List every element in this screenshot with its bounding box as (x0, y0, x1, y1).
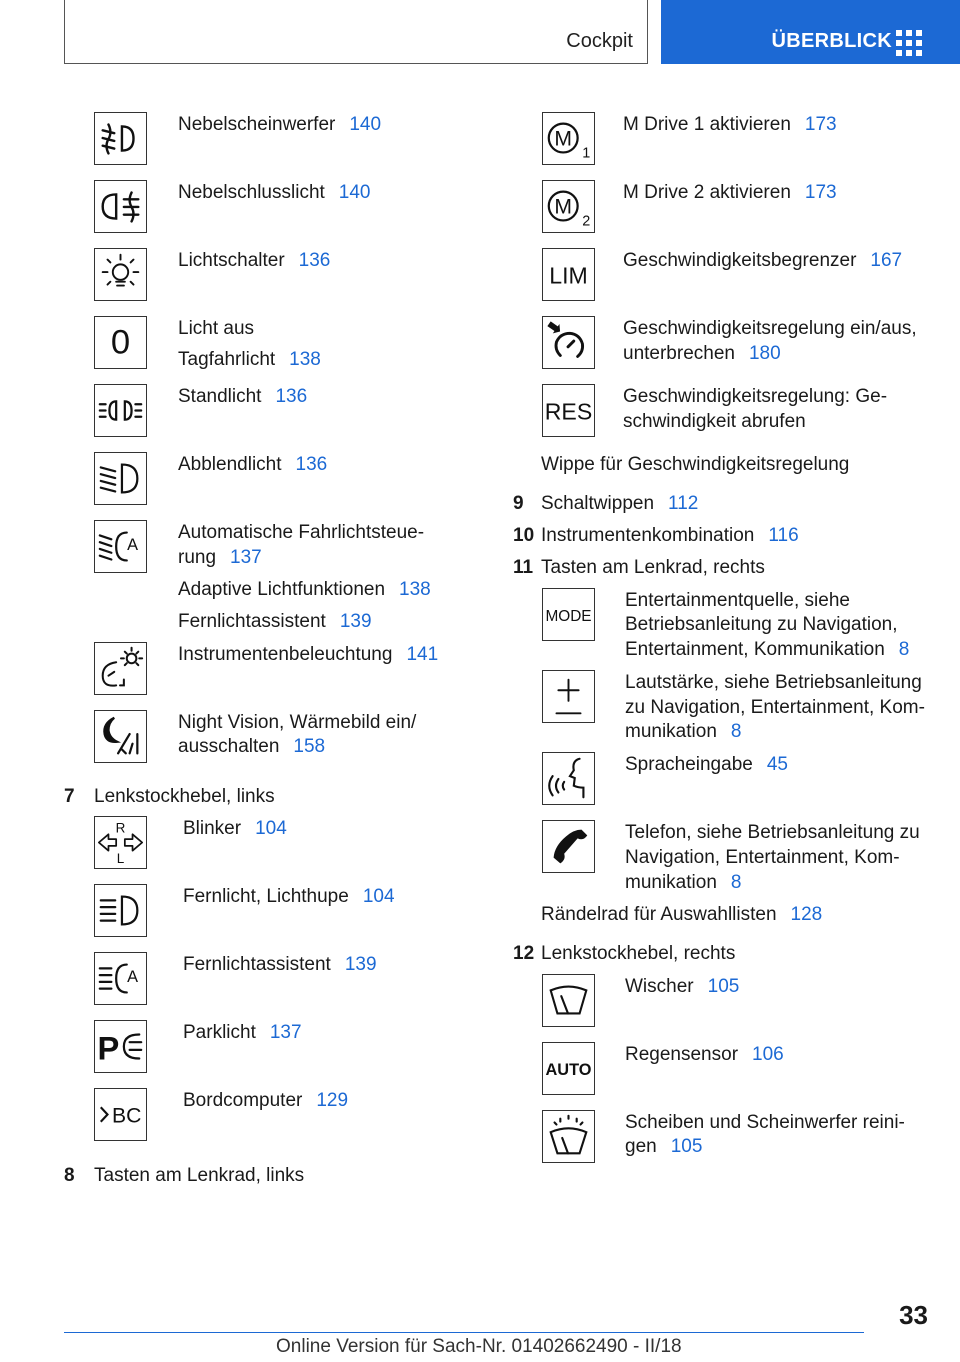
page-link[interactable]: 139 (339, 611, 372, 632)
light-switch-icon (94, 248, 147, 301)
m-drive-2-icon (542, 180, 595, 233)
lim-label: LIM (549, 262, 588, 289)
footer-text: Online Version für Sach-Nr. 01402662490 - II/18 (276, 1336, 682, 1357)
entry-text: Bordcomputer 129 (183, 1090, 349, 1111)
entry-text: unterbrechen 180 (623, 343, 781, 364)
turn-signal-icon (94, 816, 147, 869)
page-link[interactable]: 139 (344, 954, 377, 975)
resume-res-icon (542, 384, 595, 437)
entry-text: Instrumentenbeleuchtung 141 (178, 644, 439, 665)
m-label: M (554, 195, 573, 219)
entry-text: Entertainment, Kommunikation 8 (625, 639, 910, 660)
parking-light-p-icon (94, 1020, 147, 1073)
page-link[interactable]: 112 (668, 493, 699, 514)
voice-input-icon (542, 752, 595, 805)
two-label: 2 (582, 213, 591, 230)
low-beam-icon (94, 452, 147, 505)
entry-text: Entertainmentquelle, siehe (625, 590, 850, 611)
rain-sensor-auto-icon (542, 1042, 595, 1095)
entry-text: Wischer 105 (625, 976, 740, 997)
l-label: L (116, 851, 125, 867)
bc-label: BC (112, 1104, 142, 1128)
light-off-zero-icon (94, 316, 147, 369)
entry-text: schwindigkeit abrufen (623, 411, 806, 432)
entry-text: gen 105 (625, 1136, 703, 1157)
a-label: A (127, 535, 138, 554)
page-link[interactable]: 8 (898, 639, 910, 660)
entry-text: munikation 8 (625, 721, 742, 742)
entry-text: Scheiben und Scheinwerfer reini- (625, 1112, 905, 1133)
page-link[interactable]: 104 (362, 886, 395, 907)
page-link[interactable]: 137 (269, 1022, 302, 1043)
night-vision-icon (94, 710, 147, 763)
page-link[interactable]: 116 (768, 525, 799, 546)
section-number: 8 (64, 1165, 75, 1186)
page-link[interactable]: 128 (790, 904, 823, 925)
entry-text: ausschalten 158 (178, 736, 326, 757)
entry-text: Lichtschalter 136 (178, 250, 331, 271)
page-link[interactable]: 136 (298, 250, 331, 271)
entry-text: Nebelschlusslicht 140 (178, 182, 371, 203)
speed-limiter-lim-icon (542, 248, 595, 301)
page-link[interactable]: 8 (730, 721, 742, 742)
high-beam-assist-icon (94, 952, 147, 1005)
page-link[interactable]: 105 (670, 1136, 703, 1157)
page-link[interactable]: 136 (295, 454, 328, 475)
section-number: 11 (513, 557, 534, 578)
section-title: Tasten am Lenkrad, rechts (541, 557, 765, 578)
page-number: 33 (899, 1300, 928, 1330)
section-number: 10 (513, 525, 535, 546)
entry-text: Navigation, Entertainment, Kom- (625, 847, 900, 868)
header-section-box (64, 0, 648, 64)
page-link[interactable]: 138 (289, 349, 321, 370)
entry-text: Fernlicht, Lichthupe 104 (183, 886, 395, 907)
entry-text: munikation 8 (625, 872, 742, 893)
entry-text: Licht aus (178, 318, 255, 339)
section-number: 7 (64, 786, 75, 807)
phone-icon (542, 820, 595, 873)
section-title: Schaltwippen 112 (541, 493, 699, 514)
entry-text: Lautstärke, siehe Betriebsanleitung (625, 672, 922, 693)
page-link[interactable]: 158 (293, 736, 326, 757)
wippe-text: Wippe für Geschwindigkeitsregelung (541, 454, 850, 475)
chapter-title[interactable]: ÜBERBLICK (771, 30, 892, 52)
m-label: M (554, 127, 573, 151)
entry-text: Regensensor 106 (625, 1044, 784, 1065)
page-link[interactable]: 136 (275, 386, 308, 407)
section-title: Cockpit (566, 30, 633, 52)
entry-text: rung 137 (178, 547, 262, 568)
entry-text: Tagfahrlicht 138 (178, 349, 321, 370)
page-link[interactable]: 140 (338, 182, 371, 203)
page-link[interactable]: 141 (406, 644, 439, 665)
section-title: Lenkstockhebel, links (94, 786, 275, 807)
page-link[interactable]: 106 (752, 1044, 784, 1065)
auto-headlight-icon (94, 520, 147, 573)
entry-text: M Drive 1 aktivieren 173 (623, 114, 837, 135)
section-number: 12 (513, 943, 535, 964)
page-link[interactable]: 138 (399, 579, 431, 600)
section-number: 9 (513, 493, 524, 514)
volume-plus-minus-icon (542, 670, 595, 723)
entry-text: Spracheingabe 45 (625, 754, 788, 775)
wiper-icon (542, 974, 595, 1027)
mode-label: MODE (545, 607, 592, 625)
p-label: P (97, 1029, 120, 1067)
section-title: Lenkstockhebel, rechts (541, 943, 736, 964)
mode-button-icon (542, 588, 595, 641)
entry-text: Fernlichtassistent 139 (183, 954, 377, 975)
m-drive-1-icon (542, 112, 595, 165)
entry-text: Betriebsanleitung zu Navigation, (625, 614, 898, 635)
entry-text: Blinker 104 (183, 818, 287, 839)
header-chapter-box[interactable] (661, 0, 960, 64)
zero-label: 0 (110, 323, 131, 362)
footer-divider (64, 1332, 864, 1333)
entry-text: Telefon, siehe Betriebsanleitung zu (625, 822, 920, 843)
page-link[interactable]: 173 (804, 114, 837, 135)
page-link[interactable]: 137 (230, 547, 262, 568)
page-link[interactable]: 104 (255, 818, 287, 839)
grid-menu-icon[interactable] (896, 30, 924, 52)
entry-text: Abblendlicht 136 (178, 454, 328, 475)
auto-label: AUTO (545, 1060, 592, 1079)
entry-text: M Drive 2 aktivieren 173 (623, 182, 837, 203)
page-link[interactable]: 45 (766, 754, 788, 775)
washer-icon (542, 1110, 595, 1163)
entry-text: Fernlichtassistent 139 (178, 611, 372, 632)
section-title: Tasten am Lenkrad, links (94, 1165, 305, 1186)
res-label: RES (544, 398, 593, 425)
entry-text: Geschwindigkeitsbegrenzer 167 (623, 250, 903, 271)
high-beam-icon (94, 884, 147, 937)
raendelrad-text: Rändelrad für Auswahllisten 128 (541, 904, 823, 925)
section-title: Instrumentenkombination 116 (541, 525, 799, 546)
entry-text: Geschwindigkeitsregelung: Ge- (623, 386, 888, 407)
entry-text: Nebelscheinwerfer 140 (178, 114, 382, 135)
entry-text: Geschwindigkeitsregelung ein/aus, (623, 318, 917, 339)
board-computer-icon (94, 1088, 147, 1141)
parking-light-icon (94, 384, 147, 437)
entry-text: zu Navigation, Entertainment, Kom- (625, 697, 925, 718)
page-link[interactable]: 167 (870, 250, 903, 271)
page-link[interactable]: 8 (730, 872, 742, 893)
page-link[interactable]: 180 (748, 343, 781, 364)
entry-text: Night Vision, Wärmebild ein/ (178, 712, 417, 733)
entry-text: Adaptive Lichtfunktionen 138 (178, 579, 431, 600)
entry-text: Automatische Fahrlichtsteue- (178, 522, 425, 543)
entry-text: Standlicht 136 (178, 386, 308, 407)
rear-fog-light-icon (94, 180, 147, 233)
r-label: R (115, 820, 126, 836)
a-label: A (127, 967, 138, 986)
cruise-control-icon (542, 316, 595, 369)
page-link[interactable]: 105 (707, 976, 740, 997)
page-link[interactable]: 140 (349, 114, 382, 135)
fog-light-front-icon (94, 112, 147, 165)
page-link[interactable]: 173 (804, 182, 837, 203)
page-link[interactable]: 129 (316, 1090, 349, 1111)
entry-text: Parklicht 137 (183, 1022, 302, 1043)
instrument-lighting-icon (94, 642, 147, 695)
one-label: 1 (582, 145, 591, 162)
